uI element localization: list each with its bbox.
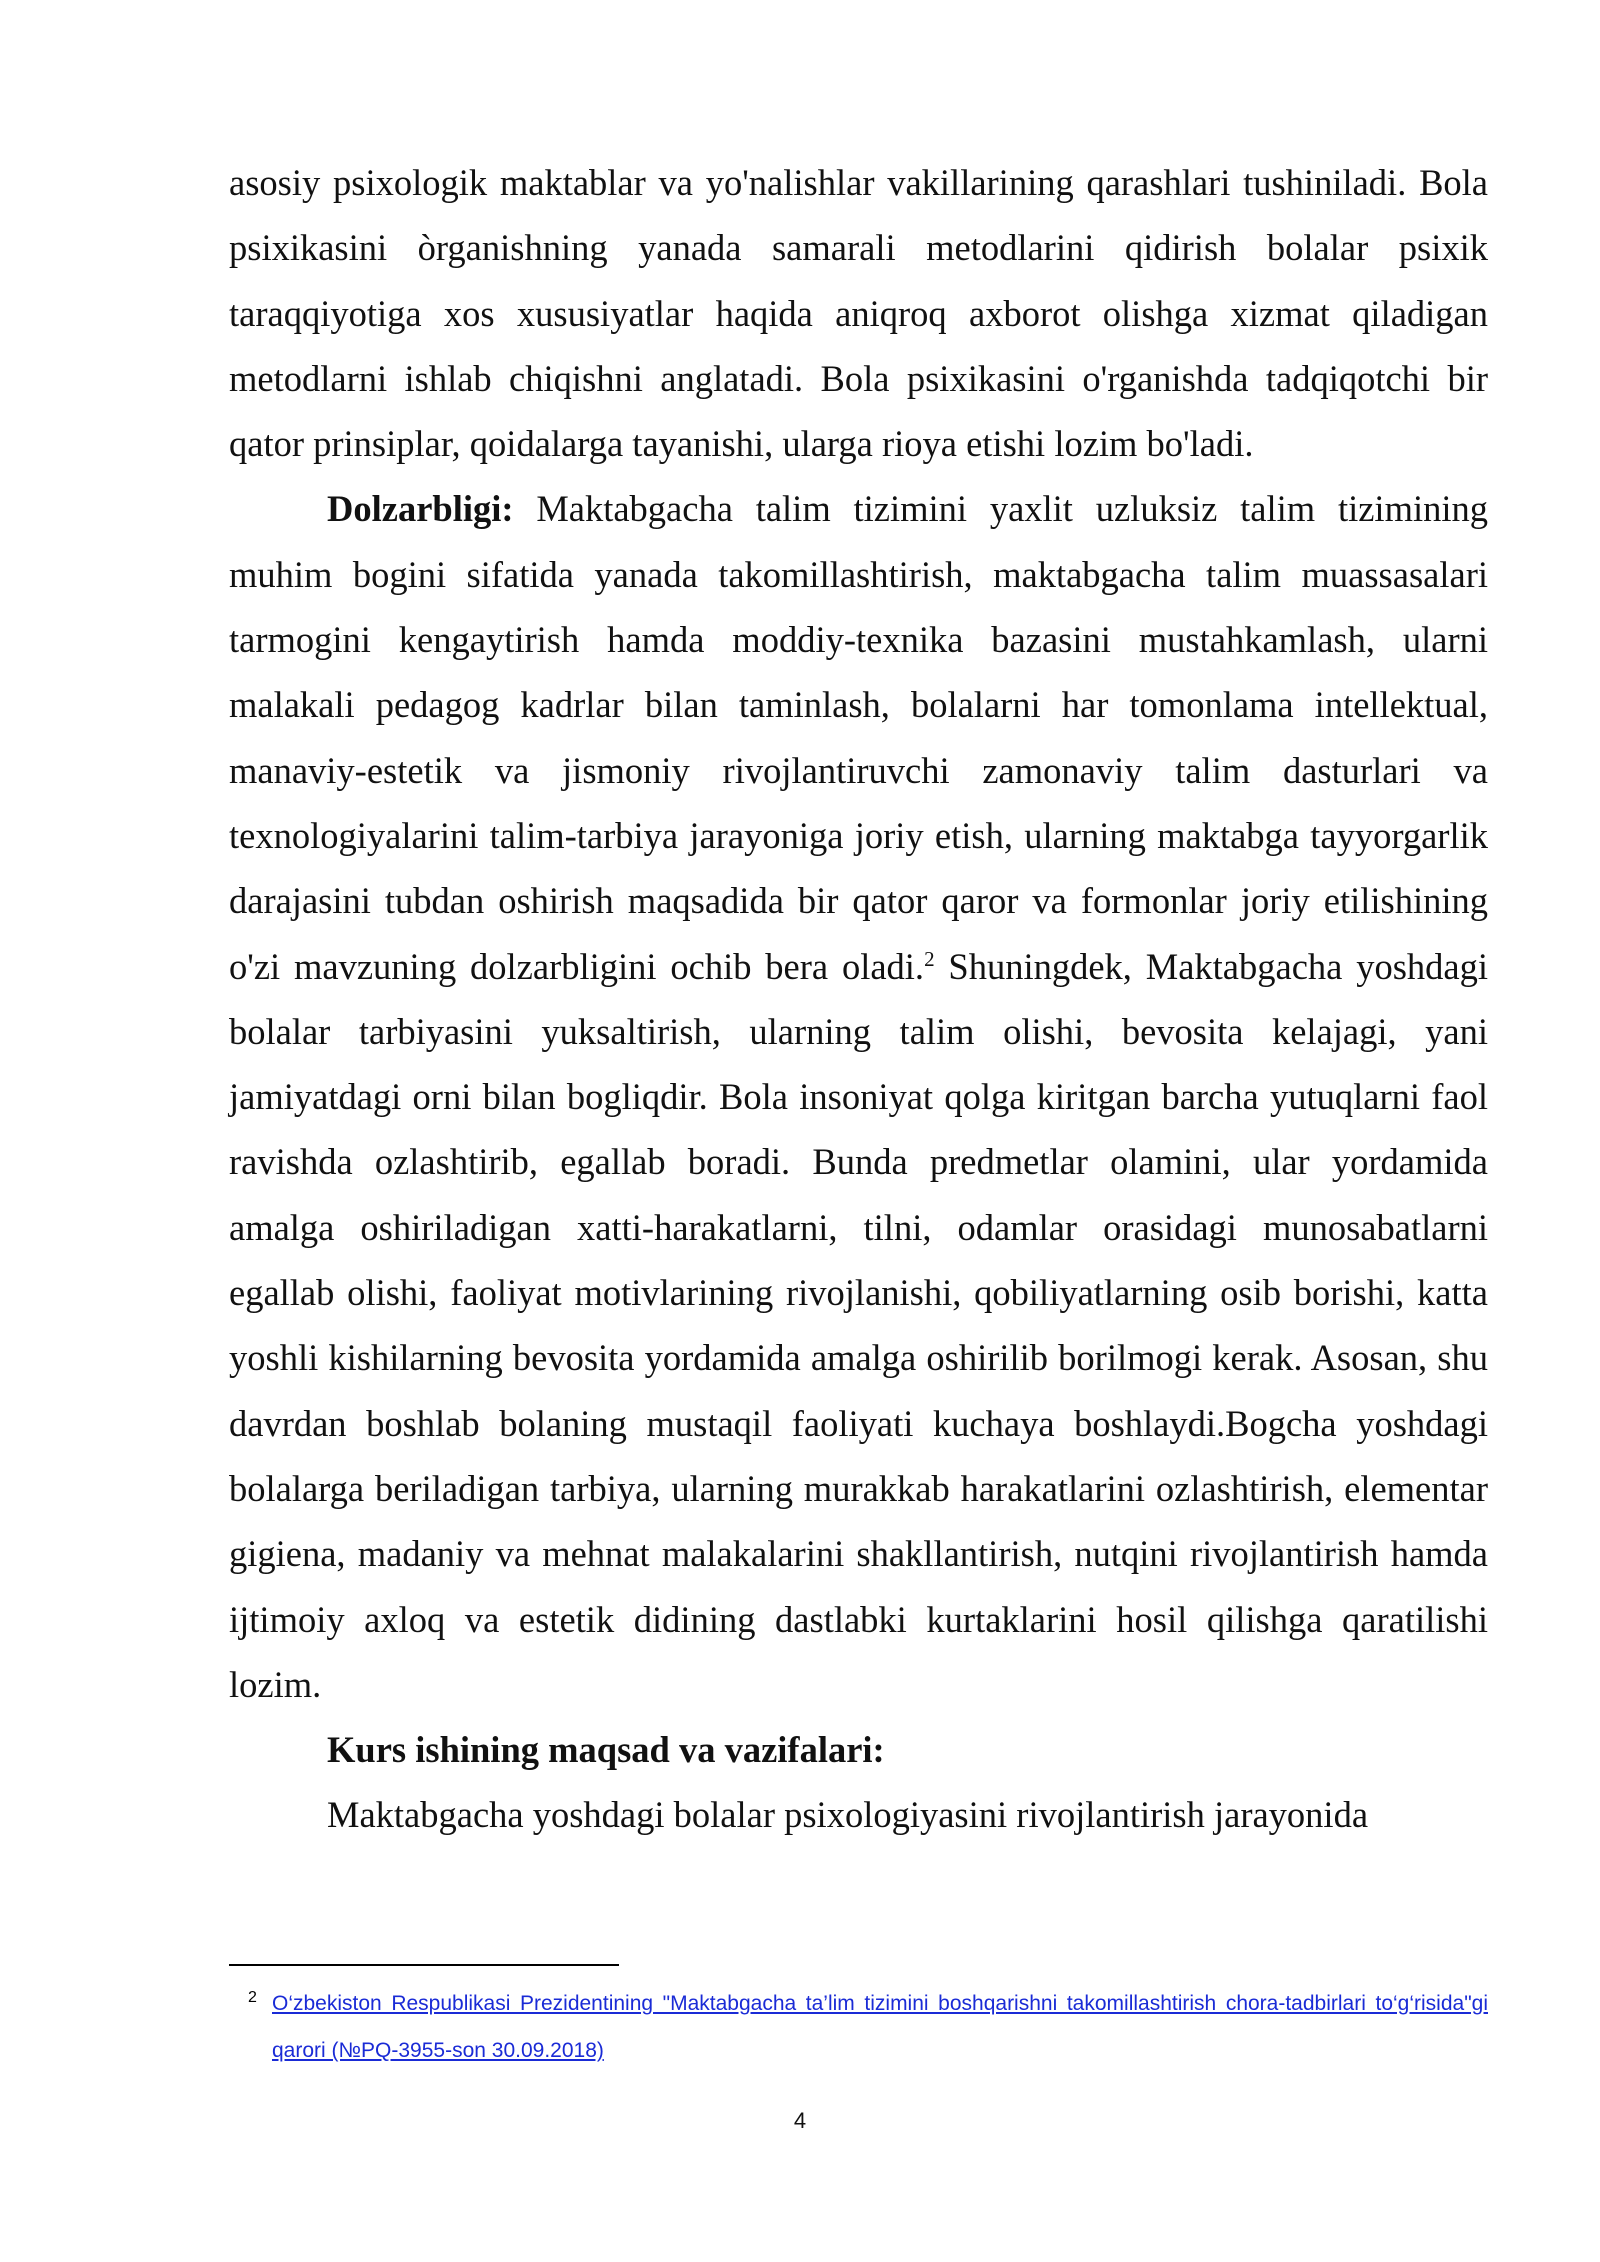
paragraph-dolzarbligi [229,476,1488,1717]
paragraph-goals: Maktabgacha yoshdagi bolalar psixologiyasini rivojlantirish jarayonida [327,1794,1369,1836]
dolzarbligi-text: Maktabgacha talim tizimini yaxlit uzluksiz talim tizimining muhim bogini sifatida yanada takomillashtirish, maktabgacha talim muassasalari tarmogini kengaytirish hamda moddiy-texnika bazasini mustahkamlash, ularni malakali pedagog kadrlar bilan taminlash, bolalarni har tomonlama intellektual, manaviy-estetik va jismoniy rivojlantiruvchi zamonaviy talim dasturlari va texnologiyalarini talim-tarbiya jarayoniga joriy etish, ularning maktabga tayyorgarlik darajasini tubdan oshirish maqsadida bir qator qaror va formonlar joriy etilishining o'zi mavzuning dolzarbligini ochib bera oladi. [229,488,1488,987]
section-heading: Kurs ishining maqsad va vazifalari: [327,1729,885,1771]
dolzarbligi-label: Dolzarbligi: [327,488,514,530]
body-text [229,150,1488,1848]
footnote-number: 2 [248,1989,257,2006]
footnote [248,1980,1488,2074]
page-number: 4 [793,2108,807,2133]
footnote-link[interactable]: O‘zbekiston Respublikasi Prezidentining "Maktabgacha ta’lim tizimini boshqarishni takomillashtirish chora-tadbirlari to‘g‘risida"gi qarori (№PQ-3955-son 30.09.2018) [272,1992,1488,2062]
footnote-body [248,1980,1488,2074]
footnote-separator [229,1964,619,1966]
paragraph-intro: asosiy psixologik maktablar va yo'nalishlar vakillarining qarashlari tushiniladi. Bola psixikasini òrganishning yanada samarali metodlarini qidirish bolalar psixik taraqqiyotiga xos xususiyatlar haqida aniqroq axborot olishga xizmat qiladigan metodlarni ishlab chiqishni anglatadi. Bola psixikasini o'rganishda tadqiqotchi bir qator prinsiplar, qoidalarga tayanishi, ularga rioya etishi lozim bo'ladi. [229,162,1488,465]
footnote-reference[interactable]: 2 [924,946,935,971]
dolzarbligi-continuation: Shuningdek, Maktabgacha yoshdagi bolalar tarbiyasini yuksaltirish, ularning talim olishi, bevosita kelajagi, yani jamiyatdagi orni bilan bogliqdir. Bola insoniyat qolga kiritgan barcha yutuqlarni faol ravishda ozlashtirib, egallab boradi. Bunda predmetlar olamini, ular yordamida amalga oshiriladigan xatti-harakatlarni, tilni, odamlar orasidagi munosabatlarni egallab olishi, faoliyat motivlarining rivojlanishi, qobiliyatlarning osib borishi, katta yoshli kishilarning bevosita yordamida amalga oshirilib borilmogi kerak. Asosan, shu davrdan boshlab bolaning mustaqil faoliyati kuchaya boshlaydi.Bogcha yoshdagi bolalarga beriladigan tarbiya, ularning murakkab harakatlarini ozlashtirish, elementar gigiena, madaniy va mehnat malakalarini shakllantirish, nutqini rivojlantirish hamda ijtimoiy axloq va estetik didining dastlabki kurtaklarini hosil qilishga qaratilishi lozim. [229,945,1488,1705]
